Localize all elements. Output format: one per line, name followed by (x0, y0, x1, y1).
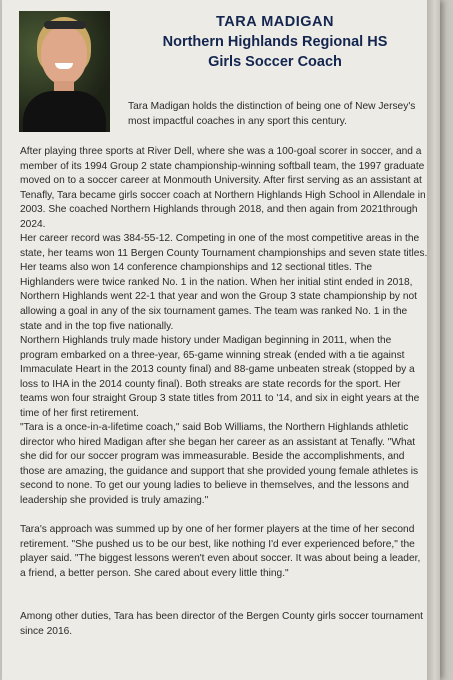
school-heading: Northern Highlands Regional HS (162, 34, 388, 50)
page-edge (427, 0, 440, 680)
duties-paragraph: Among other duties, Tara has been director of the Bergen County girls soccer tournament since 2016. (20, 611, 424, 637)
quote-paragraph: "Tara is a once-in-a-lifetime coach," said Bob Williams, the Northern Highlands athletic director who hired Madigan after she began her career as an assistant at Tenafly. "What she did for our soccer program was immeasurable. Beside the accomplishments, and those are amazing, the guidance and support that she provided young female athletes is second to none. To get our young ladies to believe in themselves, and the lessons and leadership she provided is truly amazing." (20, 422, 419, 506)
streak-paragraph: Northern Highlands truly made history under Madigan beginning in 2011, when the program embarked on a three-year, 65-game winning streak (ended with a tie against Immaculate Heart in the 2013 county final) and 88-game unbeaten streak (stopped by a loss to IHA in the 2014 county final). Both streaks are state records for the sport. Her teams won four straight Group 3 state titles from 2011 to '14, and six in eight years at the time of her first retirement. (20, 335, 420, 419)
coach-name-heading: TARA MADIGAN (216, 14, 334, 30)
program-page (2, 0, 440, 680)
career-paragraph: After playing three sports at River Dell, where she was a 100-goal scorer in soccer, and a member of its 1994 Group 2 state championship-winning softball team, the 1997 graduate moved on to a soccer career at Monmouth University. After first serving as an assistant at Tenafly, Tara became girls soccer coach at Northern Highlands High School in Allendale in 2003. She coached Northern Highlands through 2018, and then again from 2021through 2024. (20, 146, 426, 230)
intro-paragraph: Tara Madigan holds the distinction of being one of New Jersey's most impactful coaches in any sport this century. (128, 101, 416, 127)
coach-portrait-photo (19, 11, 110, 132)
player-quote-paragraph: Tara's approach was summed up by one of her former players at the time of her second retirement. "She pushed us to be our best, like nothing I'd ever experienced before," the player said. "The biggest lessons weren't even about soccer. It was about being a leader, a friend, a better person. She cared about every little thing." (20, 524, 421, 579)
record-paragraph: Her career record was 384-55-12. Competing in one of the most competitive areas in the state, her teams won 11 Bergen County Tournament championships and seven state titles. Her teams also won 14 conference championships and 12 sectional titles. The Highlanders were twice ranked No. 1 in the nation. When her initial stint ended in 2018, Northern Highlands went 22-1 that year and won the Group 3 state championship by not allowing a goal in any of the six tournament games. The team was ranked No. 1 in the state and in the top five nationally. (20, 233, 428, 332)
role-heading: Girls Soccer Coach (208, 54, 342, 70)
